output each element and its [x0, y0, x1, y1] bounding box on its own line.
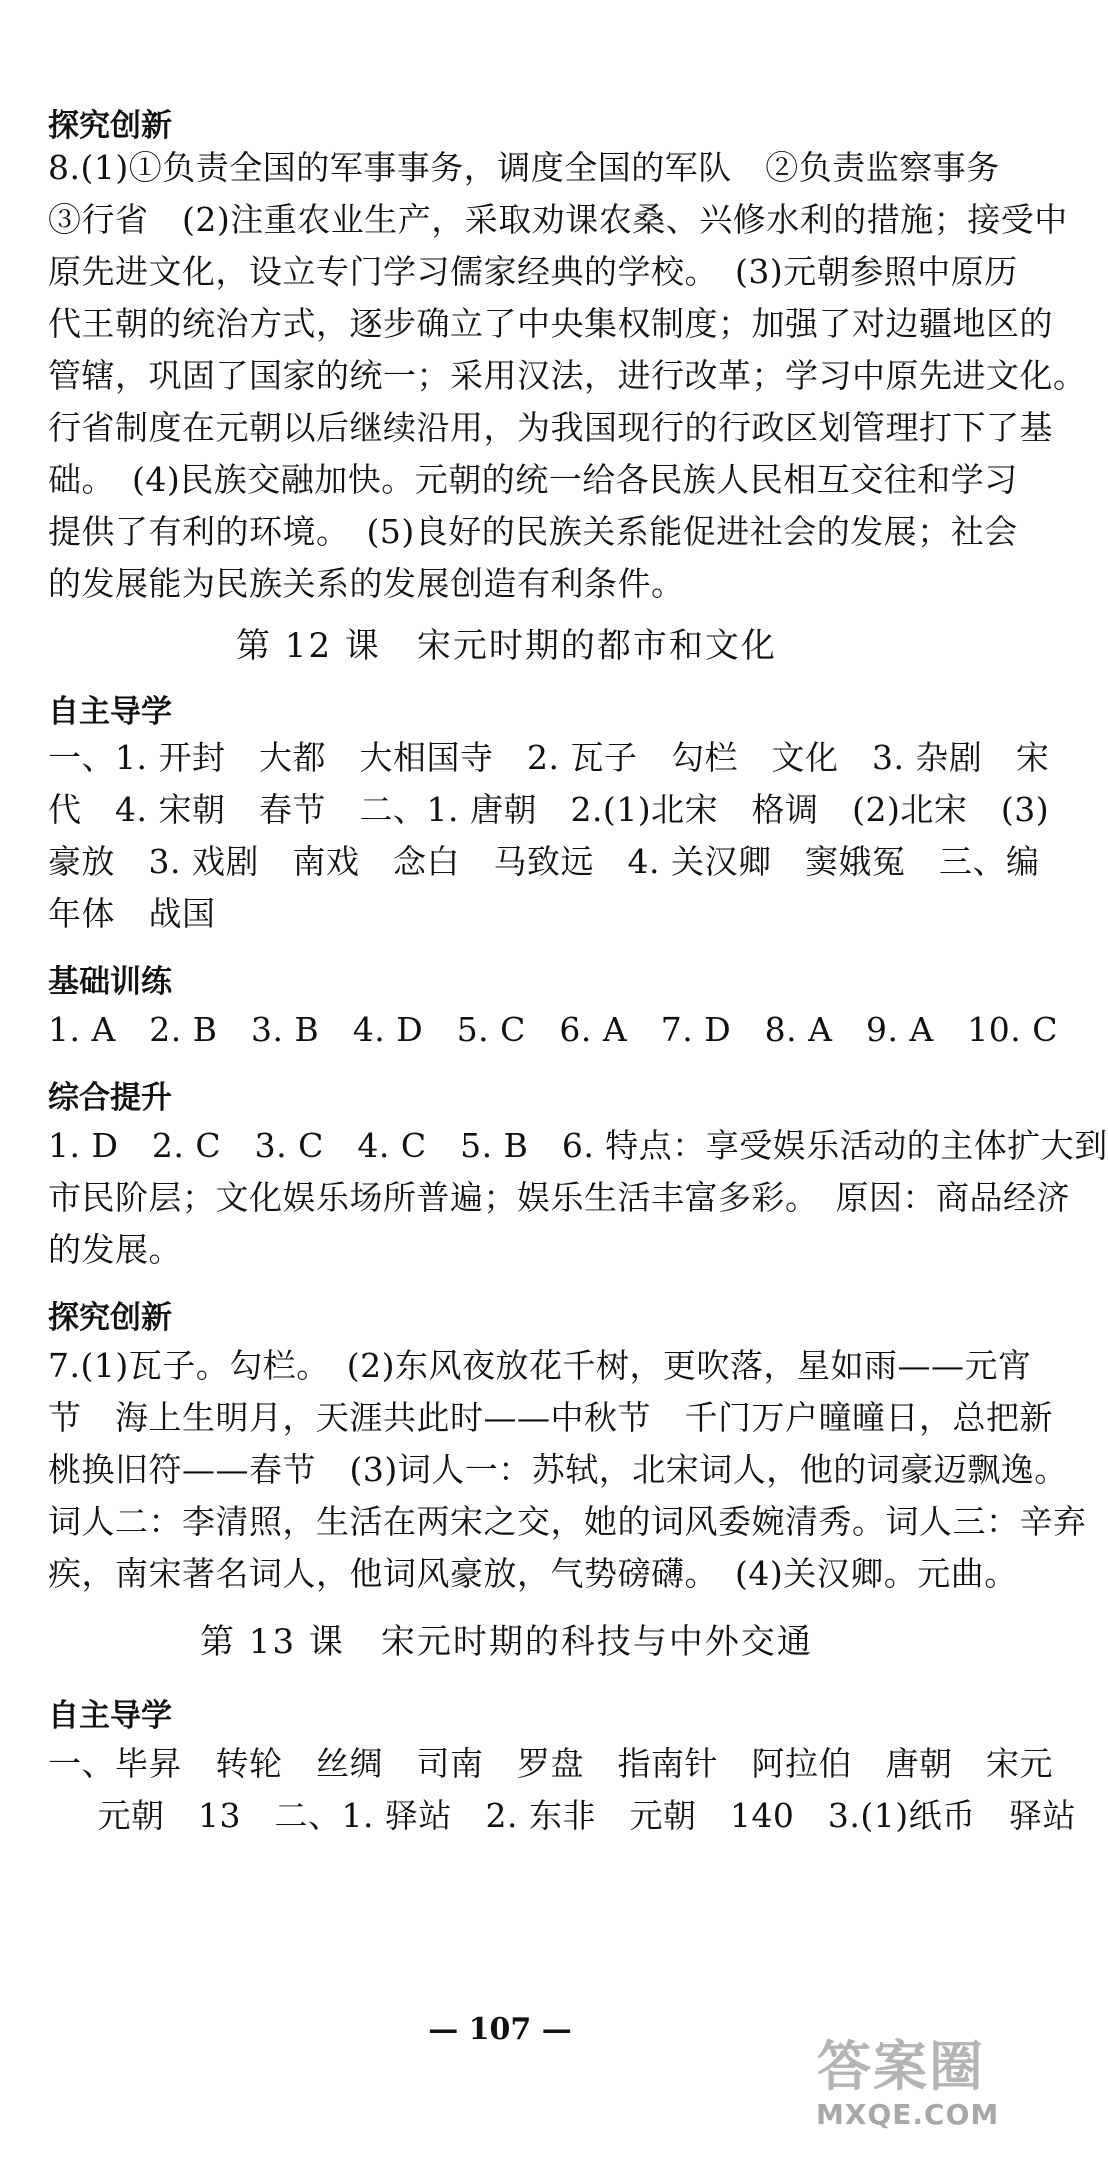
section-heading-jichu: 基础训练 [48, 964, 172, 1000]
section-heading-zonghe: 综合提升 [48, 1080, 172, 1116]
text-line: 1. A 2. B 3. B 4. D 5. C 6. A 7. D 8. A 9. A 10. C [48, 1010, 1058, 1049]
section-heading-tanjiu: 探究创新 [48, 1300, 172, 1336]
text-line: 疾，南宋著名词人，他词风豪放，气势磅礴。 (4)关汉卿。元曲。 [48, 1554, 1018, 1593]
text-line: 1. D 2. C 3. C 4. C 5. B 6. 特点：享受娱乐活动的主体扩大到 [48, 1126, 1108, 1165]
text-line: 的发展。 [48, 1230, 182, 1269]
text-line: 础。 (4)民族交融加快。元朝的统一给各民族人民相互交往和学习 [48, 460, 1018, 499]
text-line: 豪放 3. 戏剧 南戏 念白 马致远 4. 关汉卿 窦娥冤 三、编 [48, 842, 1040, 881]
section-heading-tanjiu: 探究创新 [48, 108, 172, 144]
text-line: 代王朝的统治方式，逐步确立了中央集权制度；加强了对边疆地区的 [48, 304, 1053, 343]
text-line: 提供了有利的环境。 (5)良好的民族关系能促进社会的发展；社会 [48, 512, 1018, 551]
text-line: 原先进文化，设立专门学习儒家经典的学校。 (3)元朝参照中原历 [48, 252, 1018, 291]
text-line: 市民阶层；文化娱乐场所普遍；娱乐生活丰富多彩。 原因：商品经济 [48, 1178, 1070, 1217]
section-heading-zizhu: 自主导学 [48, 1698, 172, 1734]
text-line: 8.(1)①负责全国的军事事务，调度全国的军队 ②负责监察事务 [48, 148, 1000, 187]
watermark-logo [816, 2035, 1000, 2156]
watermark-url: MXQE.COM [816, 2098, 1000, 2131]
text-line: 元朝 13 二、1. 驿站 2. 东非 元朝 140 3.(1)纸币 驿站 [64, 1796, 1077, 1835]
text-line: 的发展能为民族关系的发展创造有利条件。 [48, 564, 685, 603]
text-line: 管辖，巩固了国家的统一；采用汉法，进行改革；学习中原先进文化。 [48, 356, 1087, 395]
page-number: — 107 — [428, 2012, 572, 2047]
text-line: ③行省 (2)注重农业生产，采取劝课农桑、兴修水利的措施；接受中 [48, 200, 1068, 239]
lesson-12-title: 第 12 课 宋元时期的都市和文化 [236, 626, 777, 666]
text-line: 年体 战国 [48, 894, 216, 933]
text-line: 节 海上生明月，天涯共此时——中秋节 千门万户曈曈日，总把新 [48, 1398, 1053, 1437]
text-line: 7.(1)瓦子。勾栏。 (2)东风夜放花千树，更吹落，星如雨——元宵 [48, 1346, 1032, 1385]
text-line: 行省制度在元朝以后继续沿用，为我国现行的行政区划管理打下了基 [48, 408, 1053, 447]
text-line: 一、1. 开封 大都 大相国寺 2. 瓦子 勾栏 文化 3. 杂剧 宋 [48, 738, 1050, 777]
section-heading-zizhu: 自主导学 [48, 694, 172, 730]
text-line: 词人二：李清照，生活在两宋之交，她的词风委婉清秀。词人三：辛弃 [48, 1502, 1087, 1541]
text-line: 一、毕昇 转轮 丝绸 司南 罗盘 指南针 阿拉伯 唐朝 宋元 [48, 1744, 1053, 1783]
watermark-logo-text: 答案圈 [817, 2035, 985, 2098]
lesson-13-title: 第 13 课 宋元时期的科技与中外交通 [200, 1622, 813, 1662]
text-line: 代 4. 宋朝 春节 二、1. 唐朝 2.(1)北宋 格调 (2)北宋 (3) [48, 790, 1050, 829]
text-line: 桃换旧符——春节 (3)词人一：苏轼，北宋词人，他的词豪迈飘逸。 [48, 1450, 1068, 1489]
